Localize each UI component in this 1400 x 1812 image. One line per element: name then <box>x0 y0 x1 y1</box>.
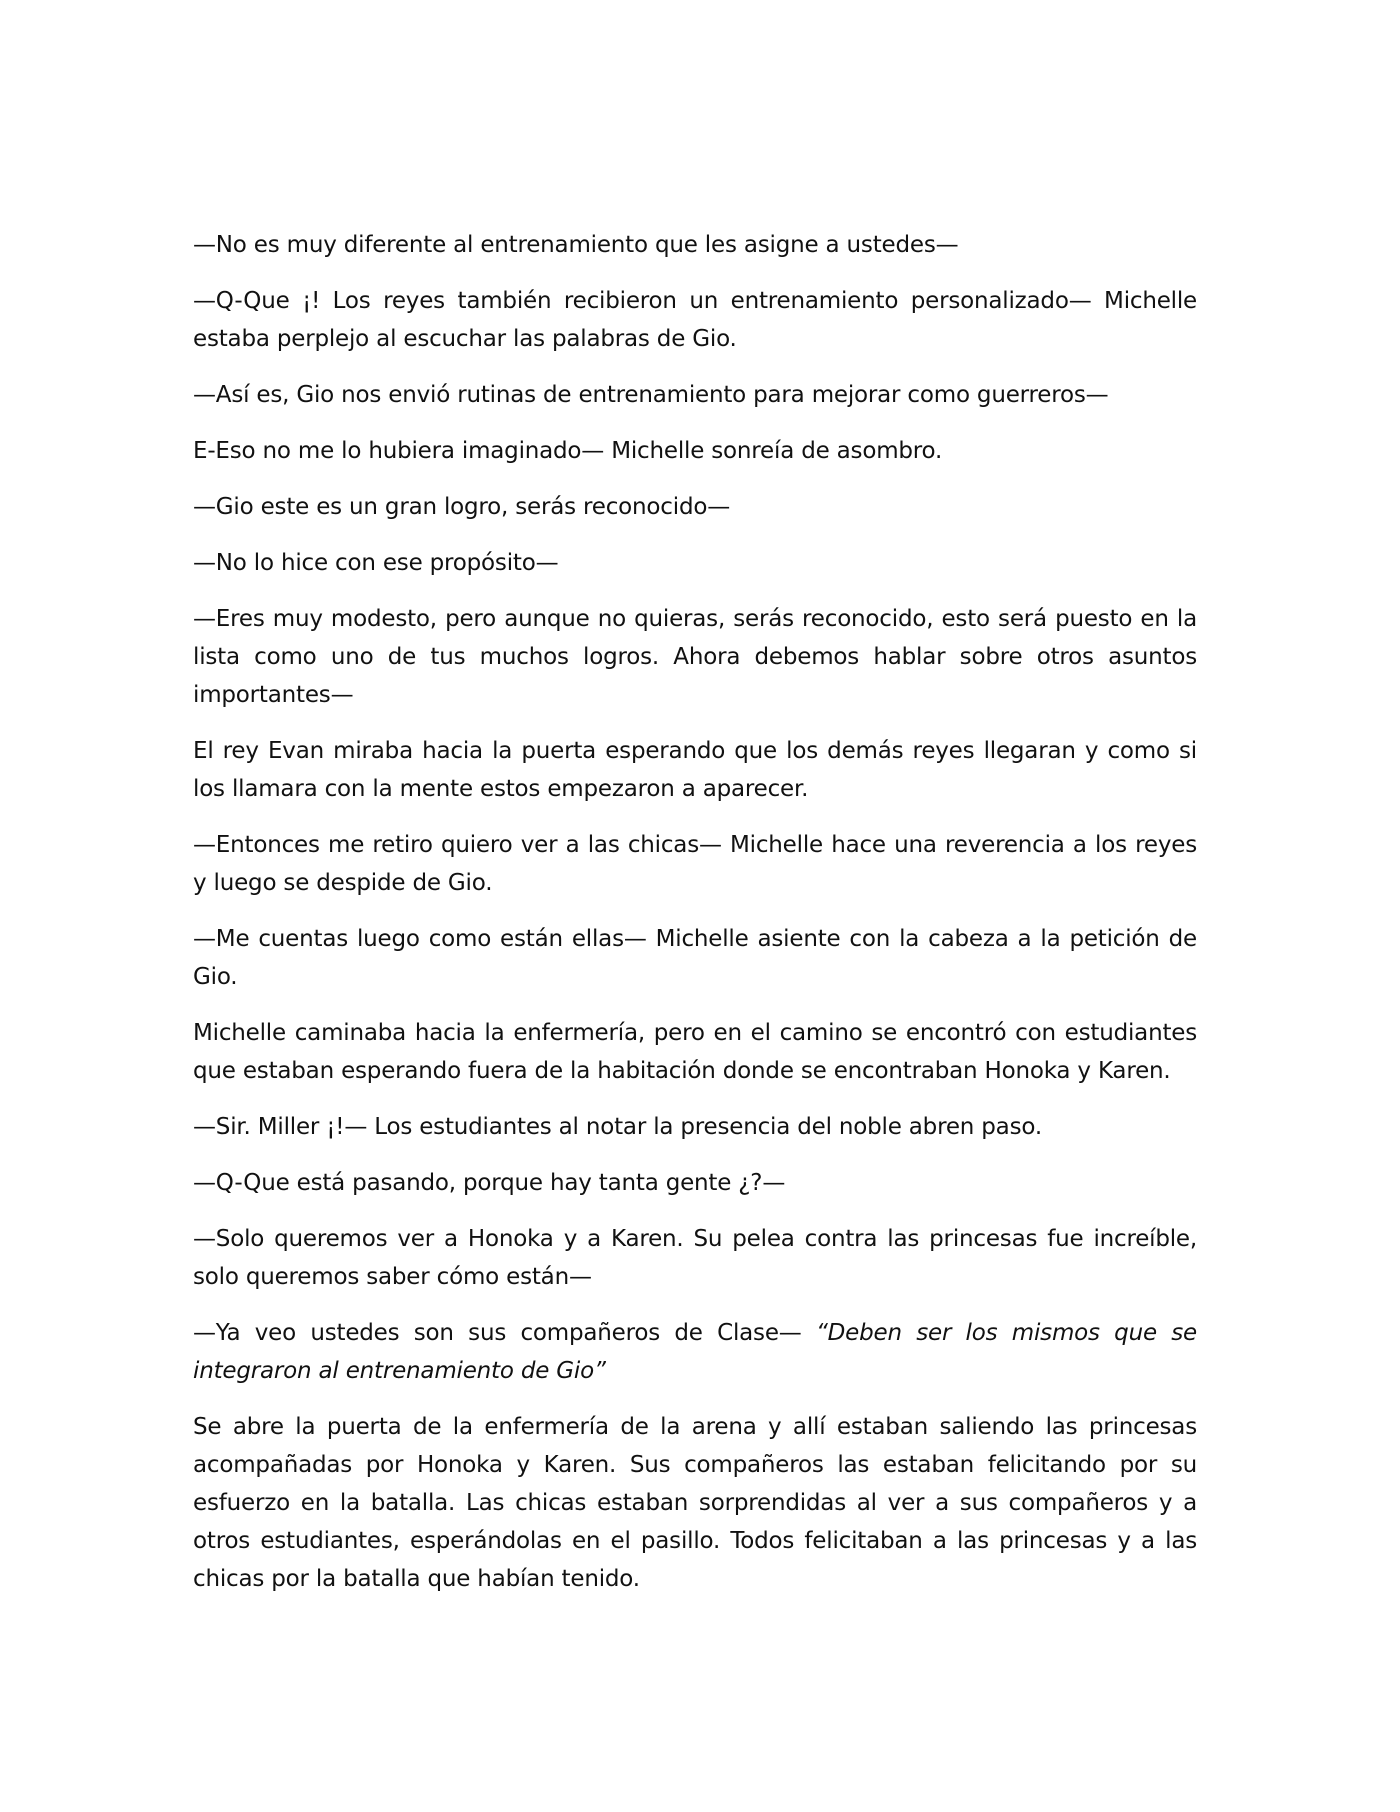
document-body <box>193 226 1197 1616</box>
paragraph-3: —Así es, Gio nos envió rutinas de entrenamiento para mejorar como guerreros— <box>193 382 1109 408</box>
paragraph-7: —Eres muy modesto, pero aunque no quieras, serás reconocido, esto será puesto en la lista como uno de tus muchos logros. Ahora debemos hablar sobre otros asuntos importantes— <box>193 606 1197 708</box>
paragraph-16: Se abre la puerta de la enfermería de la arena y allí estaban saliendo las princesas acompañadas por Honoka y Karen. Sus compañeros las estaban felicitando por su esfuerzo en la batalla. Las chicas estaban sorprendidas al ver a sus compañeros y a otros estudiantes, esperándolas en el pasillo. Todos felicitaban a las princesas y a las chicas por la batalla que habían tenido. <box>193 1414 1197 1592</box>
paragraph-5: —Gio este es un gran logro, serás reconocido— <box>193 494 731 520</box>
paragraph-9: —Entonces me retiro quiero ver a las chicas— Michelle hace una reverencia a los reyes y luego se despide de Gio. <box>193 832 1197 896</box>
paragraph-10: —Me cuentas luego como están ellas— Michelle asiente con la cabeza a la petición de Gio. <box>193 926 1197 990</box>
paragraph-8: El rey Evan miraba hacia la puerta esperando que los demás reyes llegaran y como si los llamara con la mente estos empezaron a aparecer. <box>193 738 1197 802</box>
paragraph-15-speech: —Ya veo ustedes son sus compañeros de Clase— <box>193 1320 816 1346</box>
paragraph-14: —Solo queremos ver a Honoka y a Karen. Su pelea contra las princesas fue increíble, solo queremos saber cómo están— <box>193 1226 1197 1290</box>
paragraph-2: —Q-Que ¡! Los reyes también recibieron un entrenamiento personalizado— Michelle estaba perplejo al escuchar las palabras de Gio. <box>193 288 1197 352</box>
paragraph-15 <box>193 1314 1197 1390</box>
paragraph-11: Michelle caminaba hacia la enfermería, pero en el camino se encontró con estudiantes que estaban esperando fuera de la habitación donde se encontraban Honoka y Karen. <box>193 1020 1197 1084</box>
paragraph-12: —Sir. Miller ¡!— Los estudiantes al notar la presencia del noble abren paso. <box>193 1114 1042 1140</box>
paragraph-1: —No es muy diferente al entrenamiento que les asigne a ustedes— <box>193 232 959 258</box>
paragraph-6: —No lo hice con ese propósito— <box>193 550 559 576</box>
paragraph-15-thought: “Deben ser los mismos que se integraron al entrenamiento de Gio” <box>193 1320 1197 1384</box>
paragraph-13: —Q-Que está pasando, porque hay tanta gente ¿?— <box>193 1170 786 1196</box>
paragraph-4: E-Eso no me lo hubiera imaginado— Michelle sonreía de asombro. <box>193 438 943 464</box>
